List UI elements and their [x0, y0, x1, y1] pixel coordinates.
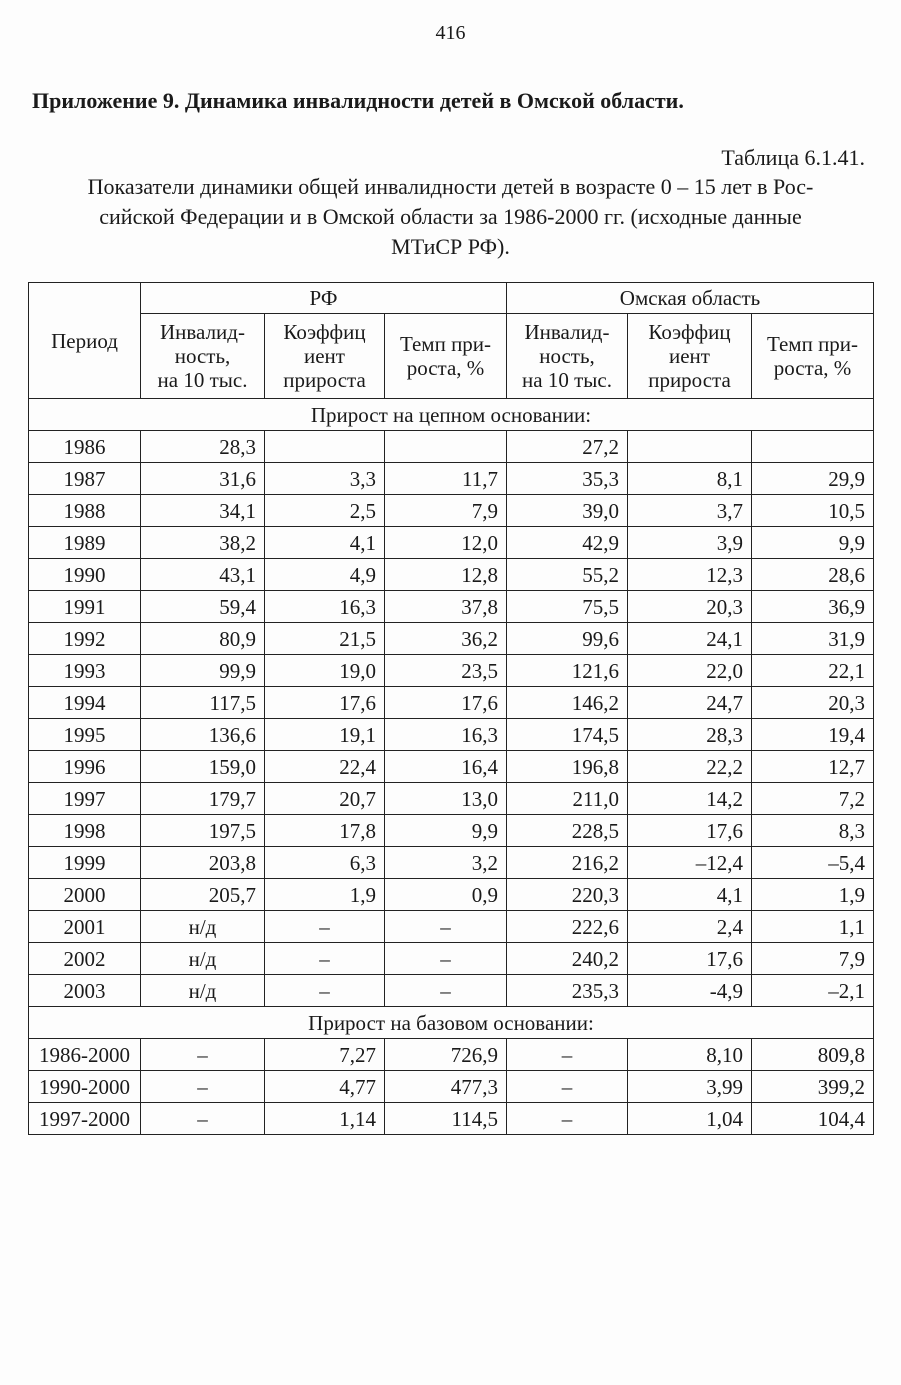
- value-cell: 240,2: [507, 943, 628, 975]
- value-cell: 7,9: [385, 495, 507, 527]
- value-cell: 20,7: [265, 783, 385, 815]
- value-cell: 28,6: [752, 559, 874, 591]
- value-cell: 22,1: [752, 655, 874, 687]
- header-rf-coef: [265, 314, 385, 399]
- header-text: ность,: [539, 344, 595, 368]
- value-cell: [752, 431, 874, 463]
- header-group-rf: РФ: [141, 283, 507, 314]
- period-cell: 1987: [29, 463, 141, 495]
- value-cell: 35,3: [507, 463, 628, 495]
- value-cell: 24,1: [628, 623, 752, 655]
- value-cell: 21,5: [265, 623, 385, 655]
- period-cell: 1992: [29, 623, 141, 655]
- table-row: [29, 655, 874, 687]
- period-cell: 1997-2000: [29, 1103, 141, 1135]
- value-cell: –: [507, 1071, 628, 1103]
- header-omsk-rate: [752, 314, 874, 399]
- header-omsk-coef: [628, 314, 752, 399]
- value-cell: 809,8: [752, 1039, 874, 1071]
- value-cell: 16,4: [385, 751, 507, 783]
- period-cell: 2001: [29, 911, 141, 943]
- value-cell: 16,3: [265, 591, 385, 623]
- header-omsk-disability: [507, 314, 628, 399]
- value-cell: 222,6: [507, 911, 628, 943]
- value-cell: 477,3: [385, 1071, 507, 1103]
- period-cell: 2000: [29, 879, 141, 911]
- header-group-omsk: Омская область: [507, 283, 874, 314]
- period-cell: 1995: [29, 719, 141, 751]
- value-cell: –: [385, 943, 507, 975]
- value-cell: 23,5: [385, 655, 507, 687]
- period-cell: 1988: [29, 495, 141, 527]
- value-cell: 99,6: [507, 623, 628, 655]
- value-cell: –: [507, 1039, 628, 1071]
- value-cell: 1,14: [265, 1103, 385, 1135]
- value-cell: 36,2: [385, 623, 507, 655]
- value-cell: 75,5: [507, 591, 628, 623]
- value-cell: 14,2: [628, 783, 752, 815]
- value-cell: 16,3: [385, 719, 507, 751]
- value-cell: 22,0: [628, 655, 752, 687]
- table-row: [29, 687, 874, 719]
- table-row: [29, 879, 874, 911]
- period-cell: 1993: [29, 655, 141, 687]
- base-section: [29, 1007, 874, 1135]
- table-row: [29, 431, 874, 463]
- value-cell: 42,9: [507, 527, 628, 559]
- value-cell: 3,3: [265, 463, 385, 495]
- value-cell: 38,2: [141, 527, 265, 559]
- value-cell: 3,7: [628, 495, 752, 527]
- value-cell: 117,5: [141, 687, 265, 719]
- value-cell: 4,1: [628, 879, 752, 911]
- value-cell: 99,9: [141, 655, 265, 687]
- disability-table: [28, 282, 874, 1135]
- value-cell: 1,9: [265, 879, 385, 911]
- value-cell: –: [265, 911, 385, 943]
- value-cell: 12,7: [752, 751, 874, 783]
- value-cell: 1,1: [752, 911, 874, 943]
- value-cell: 43,1: [141, 559, 265, 591]
- value-cell: 228,5: [507, 815, 628, 847]
- caption-line: МТиСР РФ).: [391, 234, 510, 259]
- value-cell: 12,3: [628, 559, 752, 591]
- header-text: иент: [304, 344, 345, 368]
- value-cell: 205,7: [141, 879, 265, 911]
- value-cell: 55,2: [507, 559, 628, 591]
- value-cell: –12,4: [628, 847, 752, 879]
- table-row: [29, 559, 874, 591]
- header-text: на 10 тыс.: [522, 368, 612, 392]
- value-cell: 24,7: [628, 687, 752, 719]
- value-cell: н/д: [141, 943, 265, 975]
- value-cell: 12,8: [385, 559, 507, 591]
- period-cell: 2003: [29, 975, 141, 1007]
- table-row: [29, 623, 874, 655]
- table-row: [29, 495, 874, 527]
- value-cell: 34,1: [141, 495, 265, 527]
- table-row: [29, 1039, 874, 1071]
- value-cell: 104,4: [752, 1103, 874, 1135]
- value-cell: 121,6: [507, 655, 628, 687]
- value-cell: н/д: [141, 975, 265, 1007]
- section-base-label: Прирост на базовом основании:: [29, 1007, 874, 1039]
- value-cell: 37,8: [385, 591, 507, 623]
- value-cell: [265, 431, 385, 463]
- header-text: роста, %: [773, 356, 852, 380]
- header-text: роста, %: [406, 356, 485, 380]
- value-cell: 3,2: [385, 847, 507, 879]
- value-cell: 20,3: [752, 687, 874, 719]
- value-cell: 114,5: [385, 1103, 507, 1135]
- value-cell: [385, 431, 507, 463]
- value-cell: –: [507, 1103, 628, 1135]
- value-cell: 203,8: [141, 847, 265, 879]
- value-cell: 13,0: [385, 783, 507, 815]
- value-cell: 1,9: [752, 879, 874, 911]
- value-cell: 8,1: [628, 463, 752, 495]
- period-cell: 2002: [29, 943, 141, 975]
- value-cell: –2,1: [752, 975, 874, 1007]
- value-cell: 17,8: [265, 815, 385, 847]
- value-cell: 3,99: [628, 1071, 752, 1103]
- value-cell: –: [141, 1103, 265, 1135]
- value-cell: 17,6: [628, 943, 752, 975]
- value-cell: 19,4: [752, 719, 874, 751]
- value-cell: –5,4: [752, 847, 874, 879]
- value-cell: 2,5: [265, 495, 385, 527]
- value-cell: н/д: [141, 911, 265, 943]
- period-cell: 1986-2000: [29, 1039, 141, 1071]
- period-cell: 1994: [29, 687, 141, 719]
- header-period: Период: [29, 283, 141, 399]
- table-row: [29, 463, 874, 495]
- caption-line: сийской Федерации и в Омской области за 1986-2000 гг. (исходные данные: [99, 204, 802, 229]
- value-cell: [628, 431, 752, 463]
- value-cell: 726,9: [385, 1039, 507, 1071]
- value-cell: 216,2: [507, 847, 628, 879]
- value-cell: 8,3: [752, 815, 874, 847]
- value-cell: 22,4: [265, 751, 385, 783]
- value-cell: –: [385, 975, 507, 1007]
- value-cell: 19,1: [265, 719, 385, 751]
- value-cell: 211,0: [507, 783, 628, 815]
- value-cell: 0,9: [385, 879, 507, 911]
- chain-section: [29, 399, 874, 1007]
- value-cell: 9,9: [385, 815, 507, 847]
- value-cell: 4,77: [265, 1071, 385, 1103]
- value-cell: 235,3: [507, 975, 628, 1007]
- header-text: Темп при-: [766, 332, 859, 356]
- value-cell: –: [385, 911, 507, 943]
- table-row: [29, 847, 874, 879]
- value-cell: –: [141, 1071, 265, 1103]
- value-cell: 146,2: [507, 687, 628, 719]
- header-text: Инвалид-: [160, 320, 245, 344]
- table-row: [29, 975, 874, 1007]
- header-text: на 10 тыс.: [157, 368, 248, 392]
- table-row: [29, 751, 874, 783]
- value-cell: 196,8: [507, 751, 628, 783]
- section-chain-label: Прирост на цепном основании:: [29, 399, 874, 431]
- header-text: Инвалид-: [524, 320, 610, 344]
- value-cell: –: [265, 975, 385, 1007]
- value-cell: 29,9: [752, 463, 874, 495]
- period-cell: 1986: [29, 431, 141, 463]
- header-text: Коэффиц: [648, 320, 731, 344]
- value-cell: -4,9: [628, 975, 752, 1007]
- value-cell: 36,9: [752, 591, 874, 623]
- value-cell: 17,6: [385, 687, 507, 719]
- value-cell: 8,10: [628, 1039, 752, 1071]
- value-cell: 174,5: [507, 719, 628, 751]
- table-row: [29, 943, 874, 975]
- table-row: [29, 591, 874, 623]
- value-cell: 4,9: [265, 559, 385, 591]
- page-number: 416: [435, 22, 466, 44]
- value-cell: 399,2: [752, 1071, 874, 1103]
- value-cell: 17,6: [265, 687, 385, 719]
- period-cell: 1991: [29, 591, 141, 623]
- value-cell: 10,5: [752, 495, 874, 527]
- table-row: [29, 1071, 874, 1103]
- table-row: [29, 527, 874, 559]
- value-cell: 3,9: [628, 527, 752, 559]
- header-text: прироста: [648, 368, 731, 392]
- header-rf-disability: [141, 314, 265, 399]
- table-number: Таблица 6.1.41.: [721, 145, 865, 170]
- period-cell: 1998: [29, 815, 141, 847]
- value-cell: 159,0: [141, 751, 265, 783]
- table-row: [29, 783, 874, 815]
- header-text: прироста: [283, 368, 366, 392]
- period-cell: 1999: [29, 847, 141, 879]
- value-cell: 7,27: [265, 1039, 385, 1071]
- value-cell: 31,9: [752, 623, 874, 655]
- period-cell: 1990: [29, 559, 141, 591]
- table-row: [29, 815, 874, 847]
- value-cell: 27,2: [507, 431, 628, 463]
- value-cell: 20,3: [628, 591, 752, 623]
- value-cell: 136,6: [141, 719, 265, 751]
- value-cell: 179,7: [141, 783, 265, 815]
- value-cell: 4,1: [265, 527, 385, 559]
- value-cell: 9,9: [752, 527, 874, 559]
- value-cell: –: [265, 943, 385, 975]
- value-cell: 7,2: [752, 783, 874, 815]
- header-text: иент: [669, 344, 710, 368]
- value-cell: 197,5: [141, 815, 265, 847]
- value-cell: 1,04: [628, 1103, 752, 1135]
- caption-line: Показатели динамики общей инвалидности детей в возрасте 0 – 15 лет в Рос-: [87, 174, 814, 199]
- appendix-title: Приложение 9. Динамика инвалидности детей в Омской области.: [32, 88, 684, 113]
- header-text: Темп при-: [399, 332, 492, 356]
- value-cell: 6,3: [265, 847, 385, 879]
- value-cell: 7,9: [752, 943, 874, 975]
- value-cell: 28,3: [141, 431, 265, 463]
- value-cell: 59,4: [141, 591, 265, 623]
- value-cell: 80,9: [141, 623, 265, 655]
- value-cell: 39,0: [507, 495, 628, 527]
- period-cell: 1997: [29, 783, 141, 815]
- value-cell: 31,6: [141, 463, 265, 495]
- header-text: Коэффиц: [283, 320, 366, 344]
- period-cell: 1996: [29, 751, 141, 783]
- value-cell: 2,4: [628, 911, 752, 943]
- header-text: ность,: [174, 344, 231, 368]
- value-cell: 11,7: [385, 463, 507, 495]
- value-cell: 22,2: [628, 751, 752, 783]
- value-cell: 220,3: [507, 879, 628, 911]
- table-caption: [30, 172, 871, 262]
- value-cell: 19,0: [265, 655, 385, 687]
- value-cell: 12,0: [385, 527, 507, 559]
- value-cell: 28,3: [628, 719, 752, 751]
- value-cell: –: [141, 1039, 265, 1071]
- table-row: [29, 719, 874, 751]
- period-cell: 1989: [29, 527, 141, 559]
- header-rf-rate: [385, 314, 507, 399]
- value-cell: 17,6: [628, 815, 752, 847]
- table-row: [29, 911, 874, 943]
- table-row: [29, 1103, 874, 1135]
- period-cell: 1990-2000: [29, 1071, 141, 1103]
